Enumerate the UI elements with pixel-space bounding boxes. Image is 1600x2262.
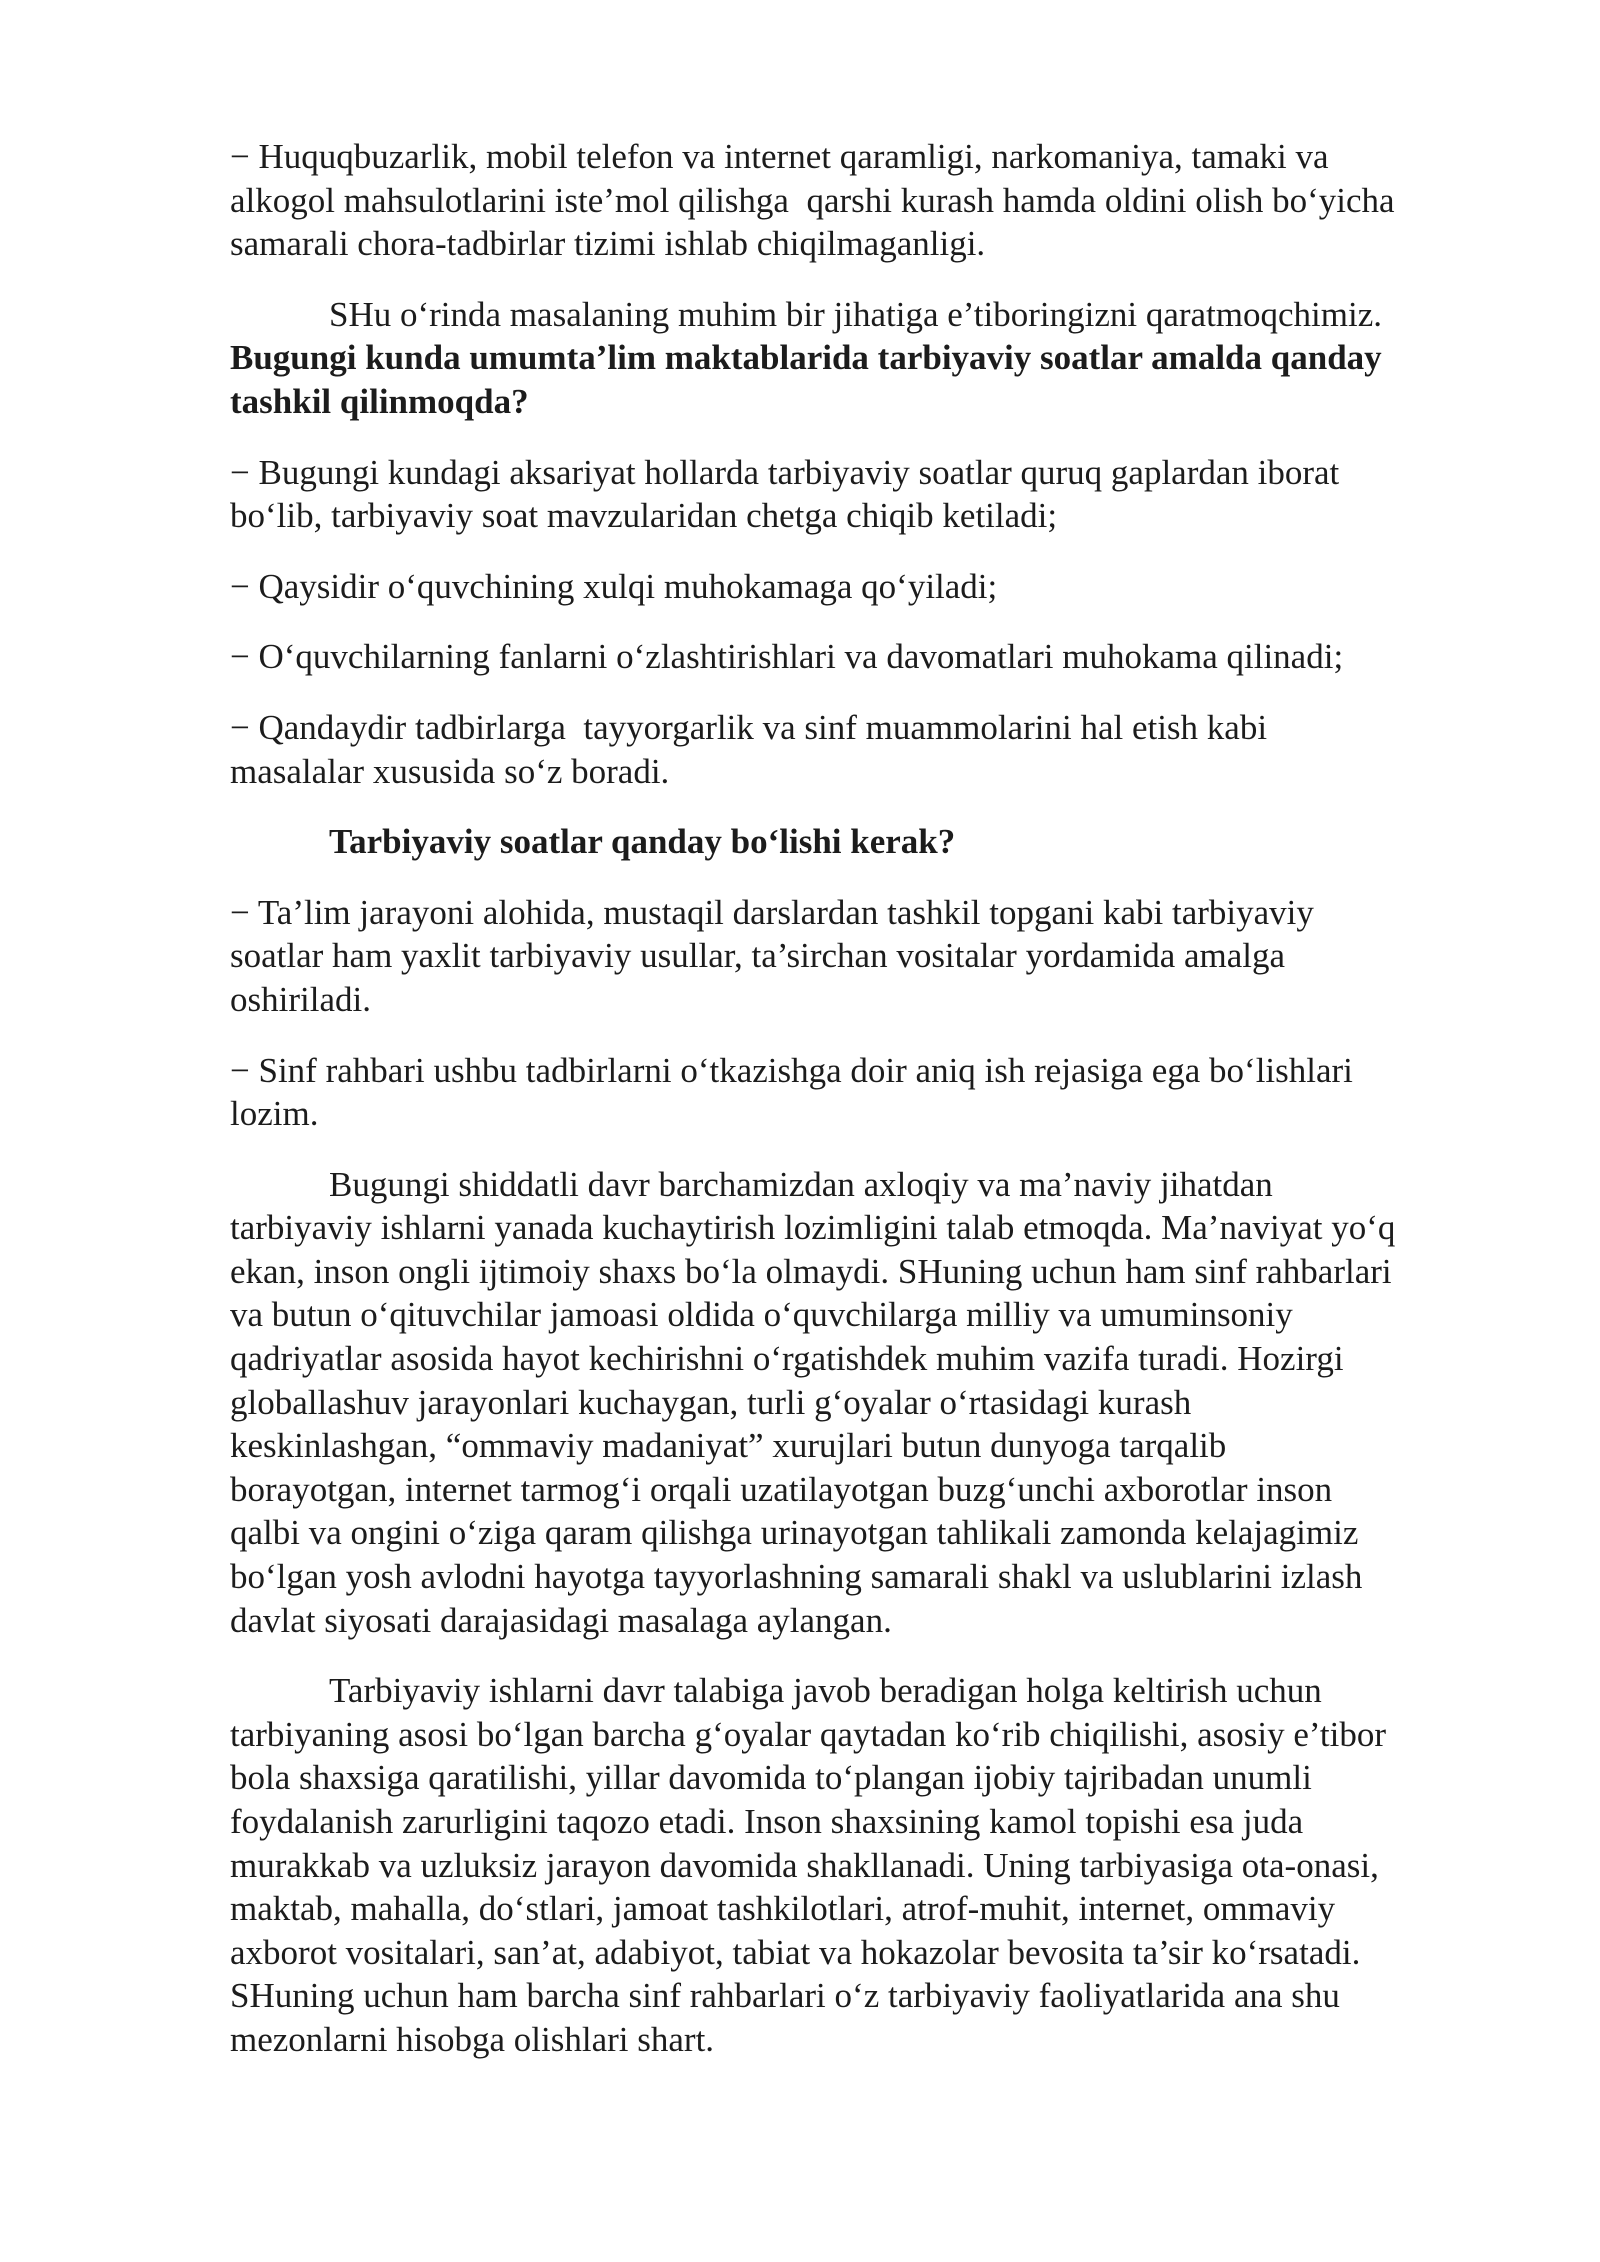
- text-line: foydalanish zarurligini taqozo etadi. Inson shaxsining kamol topishi esa juda: [230, 1802, 1304, 1841]
- text-line: Bugungi kunda umumta’lim maktablarida tarbiyaviy soatlar amalda qanday: [230, 338, 1382, 378]
- paragraph-list-item-empty-talk: [230, 451, 1510, 538]
- paragraph-question-intro: [230, 293, 1510, 424]
- text-line: qadriyatlar asosida hayot kechirishni o‘rgatishdek muhim vazifa turadi. Hozirgi: [230, 1339, 1344, 1379]
- text-line: − Huquqbuzarlik, mobil telefon va internet qaramligi, narkomaniya, tamaki va: [230, 137, 1329, 176]
- text-line: soatlar ham yaxlit tarbiyaviy usullar, ta’sirchan vositalar yordamida amalga: [230, 936, 1286, 976]
- paragraph-list-item-plan: [230, 1049, 1510, 1136]
- text-line: − O‘quvchilarning fanlarni o‘zlashtirishlari va davomatlari muhokama qilinadi;: [230, 637, 1344, 677]
- text-line: − Ta’lim jarayoni alohida, mustaqil darslardan tashkil topgani kabi tarbiyaviy: [230, 892, 1314, 932]
- text-line: Bugungi shiddatli davr barchamizdan axloqiy va ma’naviy jihatdan: [329, 1164, 1273, 1204]
- paragraph-spirituality: [230, 1163, 1510, 1643]
- paragraph-list-item-attendance: [230, 635, 1510, 679]
- text-line: tashkil qilinmoqda?: [230, 381, 529, 421]
- text-line: − Sinf rahbari ushbu tadbirlarni o‘tkazishga doir aniq ish rejasiga ega bo‘lishlari: [230, 1050, 1353, 1090]
- text-line: − Qaysidir o‘quvchining xulqi muhokamaga qo‘yiladi;: [230, 566, 998, 606]
- text-line: globallashuv jarayonlari kuchaygan, turli g‘oyalar o‘rtasidagi kurash: [230, 1382, 1192, 1422]
- text-line: bola shaxsiga qaratilishi, yillar davomida to‘plangan ijobiy tajribadan unumli: [230, 1758, 1312, 1798]
- text-line: murakkab va uzluksiz jarayon davomida shakllanadi. Uning tarbiyasiga ota-onasi,: [230, 1845, 1379, 1885]
- text-line: samarali chora-tadbirlar tizimi ishlab chiqilmaganligi.: [230, 224, 986, 264]
- text-line: alkogol mahsulotlarini iste’mol qilishga qarshi kurash hamda oldini olish bo‘yicha: [230, 180, 1395, 220]
- text-line: masalalar xususida so‘z boradi.: [230, 751, 670, 791]
- text-line: maktab, mahalla, do‘stlari, jamoat tashkilotlari, atrof-muhit, internet, ommaviy: [230, 1889, 1336, 1929]
- text-line: − Qandaydir tadbirlarga tayyorgarlik va sinf muammolarini hal etish kabi: [230, 707, 1268, 747]
- heading-text: Tarbiyaviy soatlar qanday bo‘lishi kerak?: [329, 822, 956, 862]
- text-line: oshiriladi.: [230, 979, 371, 1019]
- text-line: lozim.: [230, 1094, 319, 1134]
- paragraph-list-item-methods: [230, 891, 1510, 1022]
- intro-sentence: SHu o‘rinda masalaning muhim bir jihatiga e’tiboringizni qaratmoqchimiz.: [329, 294, 1383, 334]
- question-bold: [230, 336, 1510, 423]
- paragraph-problems-list-item: [230, 135, 1510, 266]
- text-line: − Bugungi kundagi aksariyat hollarda tarbiyaviy soatlar quruq gaplardan iborat: [230, 452, 1340, 492]
- paragraph-list-item-behavior: [230, 565, 1510, 609]
- text-line: bo‘lgan yosh avlodni hayotga tayyorlashning samarali shakl va uslublarini izlash: [230, 1557, 1363, 1597]
- text-line: Tarbiyaviy ishlarni davr talabiga javob beradigan holga keltirish uchun: [329, 1671, 1322, 1711]
- section-heading: [230, 820, 1510, 864]
- text-line: SHuning uchun ham barcha sinf rahbarlari o‘z tarbiyaviy faoliyatlarida ana shu: [230, 1976, 1340, 2016]
- text-line: mezonlarni hisobga olishlari shart.: [230, 2019, 715, 2059]
- text-line: tarbiyaning asosi bo‘lgan barcha g‘oyalar qaytadan ko‘rib chiqilishi, asosiy e’tibor: [230, 1714, 1386, 1754]
- text-line: keskinlashgan, “ommaviy madaniyat” xurujlari butun dunyoga tarqalib: [230, 1426, 1227, 1466]
- paragraph-list-item-events: [230, 706, 1510, 793]
- text-line: davlat siyosati darajasidagi masalaga aylangan.: [230, 1600, 892, 1640]
- text-line: qalbi va ongini o‘ziga qaram qilishga urinayotgan tahlikali zamonda kelajagimiz: [230, 1513, 1359, 1553]
- text-line: tarbiyaviy ishlarni yanada kuchaytirish lozimligini talab etmoqda. Ma’naviyat yo‘q: [230, 1208, 1396, 1248]
- paragraph-upbringing: [230, 1669, 1510, 2061]
- text-line: va butun o‘qituvchilar jamoasi oldida o‘quvchilarga milliy va umuminsoniy: [230, 1295, 1293, 1335]
- text-line: axborot vositalari, san’at, adabiyot, tabiat va hokazolar bevosita ta’sir ko‘rsatadi.: [230, 1932, 1361, 1972]
- text-line: ekan, inson ongli ijtimoiy shaxs bo‘la olmaydi. SHuning uchun ham sinf rahbarlari: [230, 1251, 1392, 1291]
- text-line: bo‘lib, tarbiyaviy soat mavzularidan chetga chiqib ketiladi;: [230, 496, 1058, 536]
- text-line: borayotgan, internet tarmog‘i orqali uzatilayotgan buzg‘unchi axborotlar inson: [230, 1469, 1333, 1509]
